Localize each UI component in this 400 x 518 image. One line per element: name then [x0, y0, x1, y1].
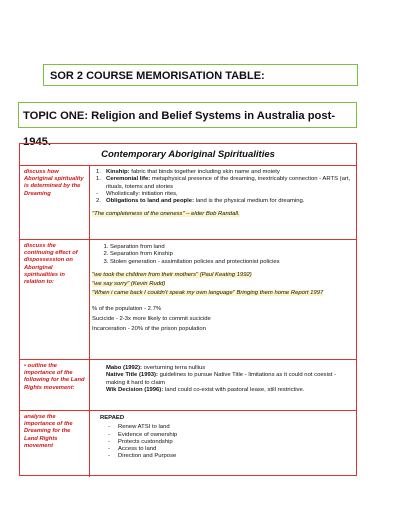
list-item: 1. Ceremonial life: metaphysical presence of the dreaming, inextricably connection - ARTS (art, rituals, totems and stories [96, 176, 351, 190]
table-row [20, 411, 356, 477]
list-item: - Direction and Purpose [108, 453, 352, 460]
list-item: - Renew ATSI to land [108, 424, 352, 431]
quote: "When i came back I couldn't speak my own language" Bringing them home Report 1997 [92, 290, 324, 297]
bullet: • [24, 363, 27, 369]
row-label: analyse the importance of the Dreaming for the Land Rights movement [20, 411, 90, 477]
stat-line: Incarceration - 20% of the prison population [92, 326, 206, 333]
row-content [92, 411, 352, 481]
table-row [20, 360, 356, 411]
quote: "we say sorry" (Kevin Rudd) [92, 281, 166, 288]
list-item: - Access to land [108, 446, 352, 453]
topic-heading: TOPIC ONE: Religion and Belief Systems in Australia post-1945. [18, 102, 357, 128]
table-row [20, 240, 356, 360]
row-label: discuss the continuing effect of dispossession on Aboriginal spiritualities in relation to: [20, 240, 90, 359]
list-item: - Wholistically: initiation rites, [96, 190, 178, 197]
row-label: • outline the importance of the following for the Land Rights movement: [20, 360, 90, 410]
row-content [92, 360, 352, 415]
case-item: Mabo (1992): overturning terra nullius [106, 365, 206, 371]
list-item: 3. Stolen generation - assimilation policies and protectionist policies [110, 259, 352, 266]
list-item: 2. Separation from Kinship [110, 251, 352, 258]
spirituality-table [19, 143, 357, 476]
quote: "we took the children from their mothers" (Paul Keating 1992) [92, 271, 252, 278]
row-content [92, 166, 352, 242]
list-item: - Evidence of ownership [108, 432, 352, 439]
row-label: discuss how Aboriginal spirituality is determined by the Dreaming [20, 166, 90, 239]
table-row [20, 166, 356, 240]
case-item: Wik Decision (1996): land could co-exist with pastoral lease, still restrictive. [106, 386, 305, 393]
list-item: 1. Separation from land [110, 244, 352, 251]
list-item: 1. Kinship: fabric that binds together including skin name and moiety [96, 169, 280, 175]
quote: "The completeness of the oneness" – elder Bob Randall. [92, 211, 240, 218]
stat-line: % of the population - 2.7% [92, 305, 162, 312]
row-content [92, 240, 352, 363]
stat-line: Sucicide - 2-3x more likely to commit sucicide [92, 316, 211, 323]
memorisation-table-title: SOR 2 COURSE MEMORISATION TABLE: [43, 64, 358, 86]
list-item: - Protects custondship [108, 439, 352, 446]
list-item: 2. Obligations to land and people: land is the physical medium for dreaming. [96, 198, 305, 205]
case-item: Native Title (1993): guidelines to pursue Native Title - limitations as it could not coexist - making it hard to claim [106, 372, 337, 386]
table-title: Contemporary Aboriginal Spiritualities [20, 144, 356, 166]
list-heading: REPAED [100, 415, 125, 421]
